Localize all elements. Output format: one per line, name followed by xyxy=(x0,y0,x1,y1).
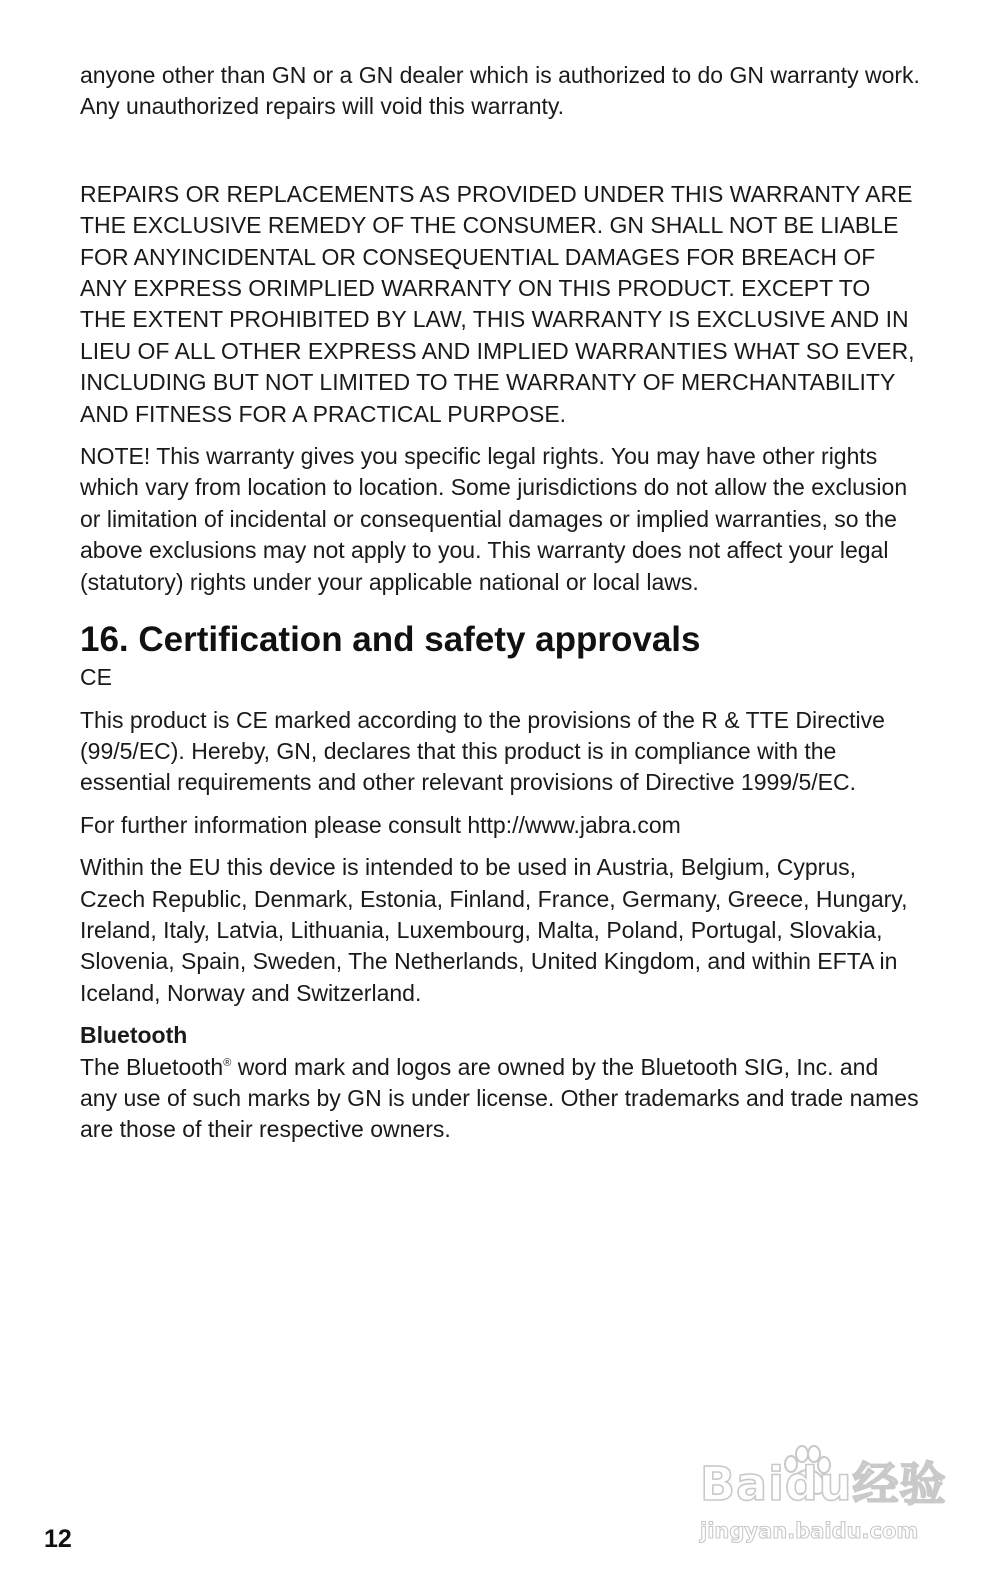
baidu-jingyan-watermark xyxy=(700,1457,947,1568)
further-information-paragraph: For further information please consult http://www.jabra.com xyxy=(80,811,681,838)
warranty-note-paragraph: NOTE! This warranty gives you specific legal rights. You may have other rights which vary from location to location. Some jurisdictions do not allow the exclusion or limitation of incidental or consequential damages or implied warranties, so the above exclusions may not apply to you. This warranty does not affect your legal (statutory) rights under your applicable national or local laws. xyxy=(80,443,908,595)
warranty-disclaimer-paragraph: REPAIRS OR REPLACEMENTS AS PROVIDED UNDER THIS WARRANTY ARE THE EXCLUSIVE REMEDY OF THE CONSUMER. GN SHALL NOT BE LIABLE FOR ANYINCIDENTAL OR CONSEQUENTIAL DAMAGES FOR BREACH OF ANY EXPRESS ORIMPLIED WARRANTY ON THIS PRODUCT. EXCEPT TO THE EXTENT PROHIBITED BY LAW, THIS WARRANTY IS EXCLUSIVE AND IN LIEU OF ALL OTHER EXPRESS AND IMPLIED WARRANTIES WHAT SO EVER, INCLUDING BUT NOT LIMITED TO THE WARRANTY OF MERCHANTABILITY AND FITNESS FOR A PRACTICAL PURPOSE. xyxy=(80,180,915,427)
ce-label: CE xyxy=(80,664,112,691)
bluetooth-text-end: word mark and logos are owned by the Bluetooth SIG, Inc. and any use of such marks by GN is under license. Other trademarks and trade names are those of their respective owners. xyxy=(80,1053,919,1143)
page-number: 12 xyxy=(44,1525,72,1553)
bluetooth-subheading: Bluetooth xyxy=(80,1022,188,1049)
ce-description-paragraph: This product is CE marked according to the provisions of the R & TTE Directive (99/5/EC). Hereby, GN, declares that this product is in compliance with the essential requirements and other relevant provisions of Directive 1999/5/EC. xyxy=(80,706,885,796)
document-page xyxy=(80,60,920,1146)
watermark-main-text: Baidu经验 xyxy=(700,1457,947,1511)
warranty-intro-paragraph: anyone other than GN or a GN dealer which is authorized to do GN warranty work. Any unauthorized repairs will void this warranty. xyxy=(80,62,920,120)
watermark-url-text: jingyan.baidu.com xyxy=(700,1519,919,1543)
registered-mark: ® xyxy=(223,1056,232,1069)
bluetooth-text-start: The Bluetooth xyxy=(80,1053,224,1080)
section-heading-certification: 16. Certification and safety approvals xyxy=(80,620,701,660)
eu-countries-paragraph: Within the EU this device is intended to be used in Austria, Belgium, Cyprus, Czech Republic, Denmark, Estonia, Finland, France, Germany, Greece, Hungary, Ireland, Italy, Latvia, Lithuania, Luxembourg, Malta, Poland, Portugal, Slovakia, Slovenia, Spain, Sweden, The Netherlands, United Kingdom, and within EFTA in Iceland, Norway and Switzerland. xyxy=(80,854,908,1006)
bluetooth-trademark-paragraph xyxy=(80,1052,920,1146)
